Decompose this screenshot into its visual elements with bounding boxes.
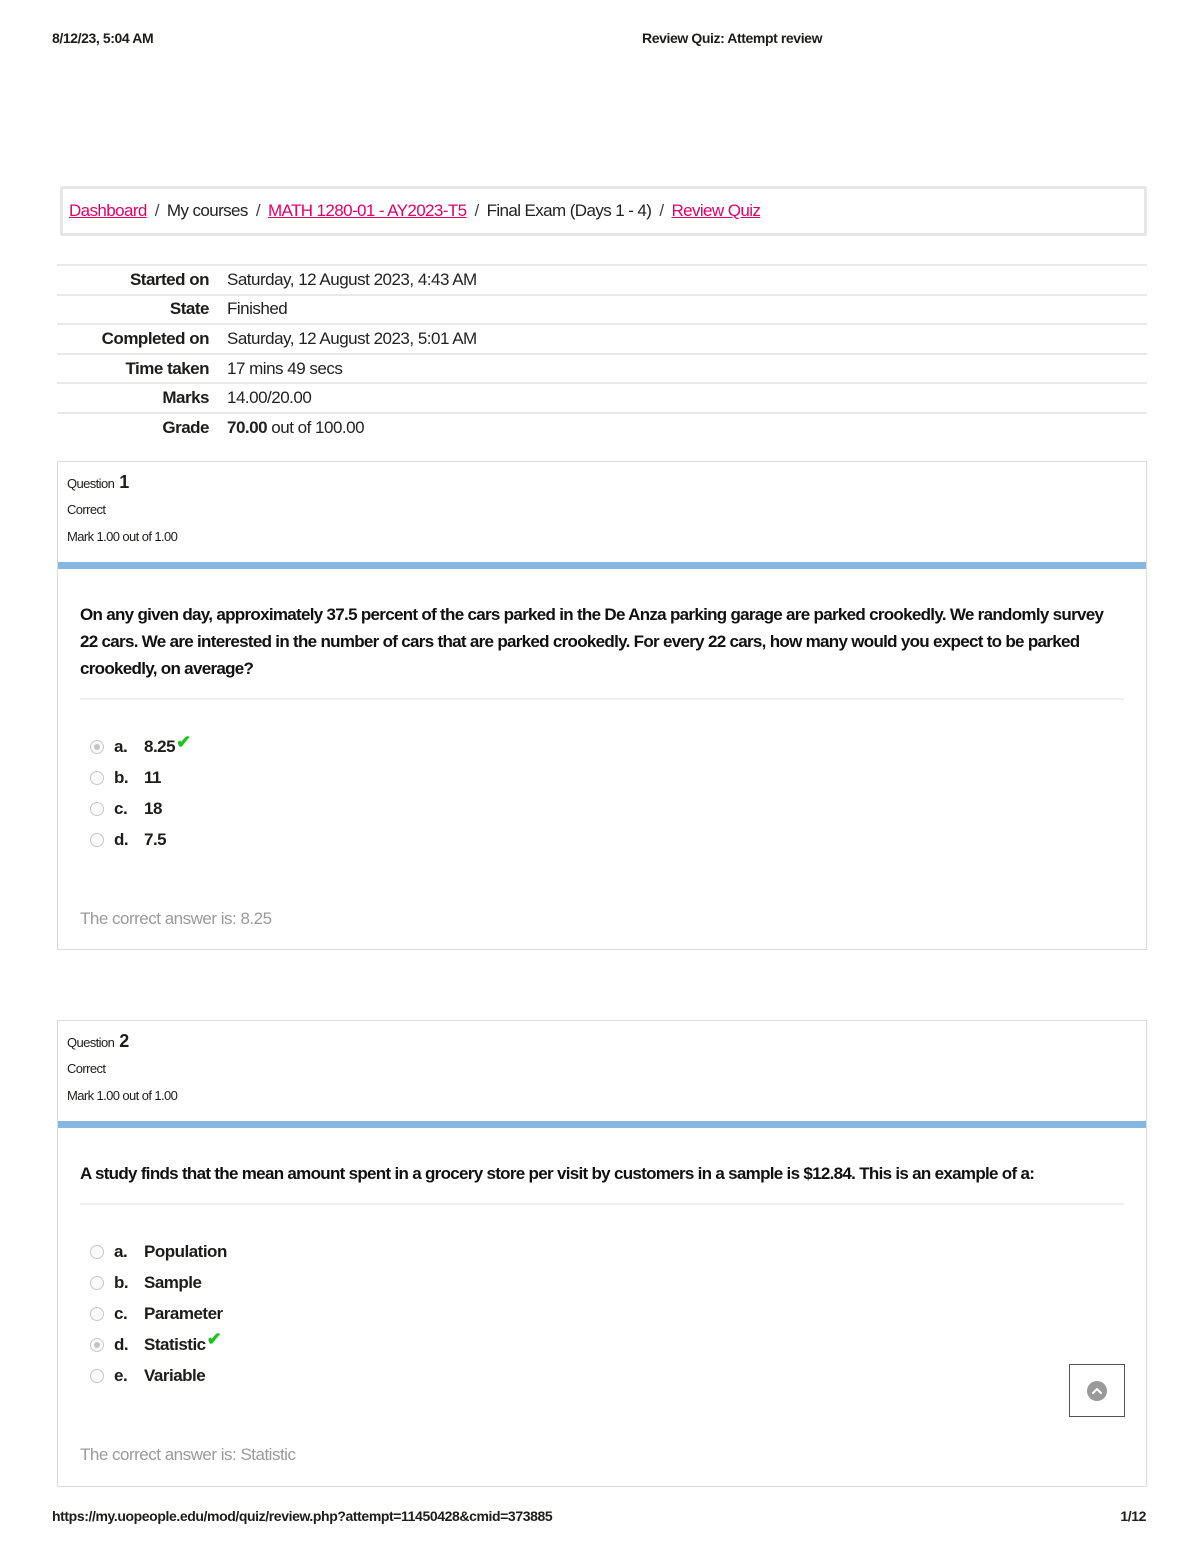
completed-on-label: Completed on <box>101 328 209 348</box>
answer-option-a[interactable] <box>80 1237 1124 1268</box>
question-number <box>67 472 1146 493</box>
print-title: Review Quiz: Attempt review <box>642 30 823 46</box>
question-state: Correct <box>67 502 106 517</box>
print-page-number: 1/12 <box>1120 1508 1146 1524</box>
check-icon: ✔ <box>206 1329 222 1350</box>
answer-text: 18 <box>144 798 162 818</box>
breadcrumb-section: Final Exam (Days 1 - 4) <box>486 201 652 220</box>
answer-text: Statistic <box>144 1334 206 1354</box>
answer-text: 7.5 <box>144 829 167 849</box>
answer-text: 8.25 <box>144 737 176 757</box>
answer-option-c[interactable] <box>80 1299 1124 1330</box>
grade-label: Grade <box>162 418 209 438</box>
question-label: Question <box>67 1035 115 1050</box>
question-1 <box>57 461 1147 950</box>
attempt-summary-table <box>57 264 1147 443</box>
check-icon: ✔ <box>176 731 191 752</box>
answer-letter: b. <box>114 768 129 788</box>
answer-text: Variable <box>144 1365 206 1385</box>
chevron-up-icon <box>1087 1381 1107 1401</box>
radio-button[interactable] <box>90 1245 104 1259</box>
breadcrumb-course-link[interactable]: MATH 1280-01 - AY2023-T5 <box>267 201 467 220</box>
question-label: Question <box>67 476 115 491</box>
answer-option-b[interactable] <box>80 763 1124 794</box>
question-content <box>58 1128 1146 1465</box>
radio-button[interactable] <box>90 802 104 816</box>
breadcrumb-separator: / <box>154 201 159 220</box>
marks-value: 14.00/20.00 <box>227 388 312 408</box>
answer-letter: d. <box>114 829 129 849</box>
answer-text: Sample <box>144 1273 202 1293</box>
summary-row <box>57 383 1147 413</box>
answer-letter: d. <box>114 1334 129 1354</box>
radio-button[interactable] <box>90 771 104 785</box>
print-url: https://my.uopeople.edu/mod/quiz/review.php?attempt=11450428&cmid=373885 <box>52 1508 553 1524</box>
state-label: State <box>169 299 209 319</box>
grade-cell <box>227 413 1147 443</box>
time-taken-value: 17 mins 49 secs <box>227 358 343 378</box>
answer-option-b[interactable] <box>80 1268 1124 1299</box>
started-on-label: Started on <box>129 269 209 289</box>
breadcrumb-quiz-link[interactable]: Review Quiz <box>671 201 761 220</box>
breadcrumb-my-courses: My courses <box>166 201 248 220</box>
radio-button[interactable] <box>90 833 104 847</box>
answer-option-d[interactable] <box>80 824 1124 855</box>
question-grade: Mark 1.00 out of 1.00 <box>67 529 178 544</box>
grade-value: 70.00 <box>227 418 268 438</box>
breadcrumb-separator: / <box>659 201 664 220</box>
answer-option-e[interactable] <box>80 1360 1124 1391</box>
radio-button[interactable] <box>90 1338 104 1352</box>
breadcrumb-separator: / <box>255 201 260 220</box>
grade-suffix: out of 100.00 <box>271 418 365 438</box>
summary-row <box>57 265 1147 295</box>
question-number <box>67 1031 1146 1052</box>
completed-on-value: Saturday, 12 August 2023, 5:01 AM <box>227 328 477 348</box>
summary-row <box>57 354 1147 384</box>
radio-button[interactable] <box>90 1276 104 1290</box>
marks-label: Marks <box>162 388 209 408</box>
question-state: Correct <box>67 1061 106 1076</box>
answer-letter: c. <box>114 1303 128 1323</box>
print-footer <box>52 1508 1148 1528</box>
answer-text: 11 <box>144 768 161 788</box>
breadcrumb-dashboard-link[interactable]: Dashboard <box>69 201 147 220</box>
time-taken-label: Time taken <box>125 358 209 378</box>
question-number-value: 2 <box>119 1031 129 1051</box>
correct-answer-feedback: The correct answer is: Statistic <box>80 1444 296 1464</box>
question-grade: Mark 1.00 out of 1.00 <box>67 1088 178 1103</box>
question-text: On any given day, approximately 37.5 percent of the cars parked in the De Anza parking garage are parked crookedly. We randomly survey 22 cars. We are interested in the number of cars that are parked crookedly. For every 22 cars, how many would you expect to be parked crookedly, on average? <box>80 601 1124 700</box>
answer-letter: a. <box>114 1242 128 1262</box>
answer-letter: a. <box>114 737 128 757</box>
correct-answer-feedback: The correct answer is: 8.25 <box>80 909 272 929</box>
answer-list <box>80 732 1124 855</box>
answer-option-d[interactable] <box>80 1329 1124 1360</box>
breadcrumb <box>60 186 1147 236</box>
question-info <box>58 462 1146 562</box>
radio-button[interactable] <box>90 1369 104 1383</box>
summary-row <box>57 324 1147 354</box>
answer-text: Parameter <box>144 1303 223 1323</box>
question-number-value: 1 <box>119 472 129 492</box>
back-to-top-button[interactable] <box>1069 1364 1125 1417</box>
question-2 <box>57 1020 1147 1487</box>
answer-list <box>80 1237 1124 1391</box>
breadcrumb-separator: / <box>474 201 479 220</box>
answer-text: Population <box>144 1242 227 1262</box>
started-on-value: Saturday, 12 August 2023, 4:43 AM <box>227 269 477 289</box>
state-value: Finished <box>227 299 288 319</box>
answer-letter: e. <box>114 1365 128 1385</box>
radio-button[interactable] <box>90 740 104 754</box>
question-divider-bar <box>58 562 1146 569</box>
print-date: 8/12/23, 5:04 AM <box>52 30 154 46</box>
question-divider-bar <box>58 1121 1146 1128</box>
answer-option-c[interactable] <box>80 794 1124 825</box>
question-content <box>58 569 1146 929</box>
summary-row <box>57 413 1147 443</box>
answer-letter: c. <box>114 798 128 818</box>
radio-button[interactable] <box>90 1307 104 1321</box>
answer-letter: b. <box>114 1273 129 1293</box>
answer-option-a[interactable] <box>80 732 1124 763</box>
summary-row <box>57 295 1147 325</box>
question-info <box>58 1021 1146 1121</box>
print-header <box>52 30 1148 50</box>
question-text: A study finds that the mean amount spent in a grocery store per visit by customers in a sample is $12.84. This is an example of a: <box>80 1160 1124 1205</box>
